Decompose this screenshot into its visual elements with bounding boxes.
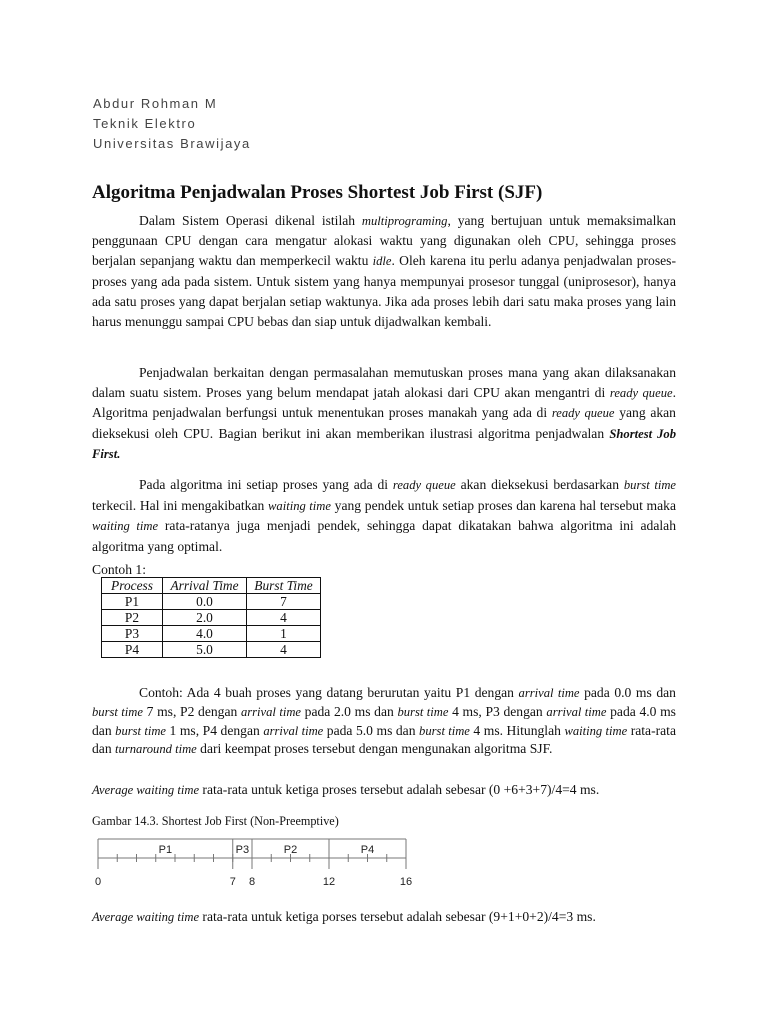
table-row (102, 626, 321, 642)
cell-burst: 4 (247, 642, 321, 658)
text: 7 ms, P2 dengan (142, 703, 241, 719)
cell-process: P3 (102, 626, 163, 642)
text: Contoh: Ada 4 buah proses yang datang berurutan yaitu P1 dengan (139, 685, 519, 700)
gantt-segment-label: P4 (360, 844, 375, 856)
italic-term: idle (372, 254, 392, 269)
text: rata-ratanya juga menjadi pendek, sehingga dapat dikatakan bahwa algoritma ini adalah algoritma yang optimal. (92, 518, 676, 554)
paragraph-sjf (92, 475, 676, 556)
cell-burst: 1 (247, 626, 321, 642)
author-department: Teknik Elektro (93, 116, 197, 131)
cell-process: P2 (102, 610, 163, 626)
header-arrival-time: Arrival Time (163, 578, 247, 594)
gantt-segment-label: P3 (235, 844, 250, 856)
text: , yang bertujuan untuk memaksimalkan penggunaan CPU dengan cara mengatur alokasi waktu yang digunakan oleh CPU, sehingga proses berjalan sepanjang waktu dan memperkecil waktu (92, 213, 676, 269)
paragraph-example (92, 684, 676, 759)
table-row (102, 610, 321, 626)
cell-arrival: 2.0 (163, 610, 247, 626)
average-waiting-time-1 (92, 780, 692, 800)
italic-term: waiting time (268, 498, 331, 513)
italic-term: burst time (397, 704, 449, 719)
gantt-tick-label: 16 (399, 876, 413, 888)
text: pada 0.0 ms dan (579, 685, 676, 700)
italic-term: arrival time (546, 704, 607, 719)
table-row (102, 642, 321, 658)
italic-term: Average waiting time (92, 910, 200, 924)
gantt-tick-label: 12 (322, 876, 336, 888)
gantt-tick-label: 0 (94, 876, 102, 888)
italic-term: burst time (115, 723, 167, 738)
author-name: Abdur Rohman M (93, 96, 218, 111)
document-title: Algoritma Penjadwalan Proses Shortest Job First (SJF) (92, 182, 543, 203)
gantt-tick-label: 8 (248, 876, 256, 888)
text: rata-rata untuk ketiga porses tersebut adalah sebesar (9+1+0+2)/4=3 ms. (199, 909, 596, 924)
text: yang akan dieksekusi oleh CPU. Bagian berikut ini akan memberikan ilustrasi algoritma penjadwalan (92, 405, 676, 441)
text: pada 4.0 ms dan (92, 703, 676, 738)
text: dari keempat proses tersebut dengan mengunakan algoritma SJF. (196, 741, 553, 757)
gantt-chart (90, 835, 430, 891)
cell-process: P1 (102, 594, 163, 610)
bold-term: Shortest Job First. (92, 426, 677, 461)
header-process: Process (102, 578, 163, 594)
paragraph-intro (92, 211, 676, 332)
italic-term: ready queue (609, 386, 673, 401)
text: 1 ms, P4 dengan (166, 722, 264, 738)
italic-term: multiprograming (361, 214, 448, 228)
cell-burst: 4 (247, 610, 321, 626)
text: 4 ms, P3 dengan (448, 703, 547, 719)
italic-term: arrival time (240, 704, 302, 719)
italic-term: waiting time (564, 723, 628, 738)
table-row (102, 594, 321, 610)
italic-term: ready queue (551, 406, 615, 421)
author-university: Universitas Brawijaya (93, 136, 251, 151)
text: Dalam Sistem Operasi dikenal istilah (139, 213, 362, 228)
cell-arrival: 0.0 (163, 594, 247, 610)
italic-term: burst time (623, 478, 677, 492)
italic-term: arrival time (518, 686, 580, 700)
cell-burst: 7 (247, 594, 321, 610)
example-label: Contoh 1: (92, 562, 147, 577)
process-table (101, 577, 321, 658)
header-burst-time: Burst Time (247, 578, 321, 594)
gantt-segment-label: P2 (283, 844, 298, 856)
cell-arrival: 5.0 (163, 642, 247, 658)
text: yang pendek untuk setiap proses dan karena hal tersebut maka (330, 497, 676, 513)
author-block (93, 94, 251, 154)
italic-term: Average waiting time (92, 783, 200, 797)
italic-term: burst time (92, 704, 143, 719)
italic-term: ready queue (392, 478, 456, 492)
text: pada 2.0 ms dan (301, 703, 398, 719)
figure-caption: Gambar 14.3. Shortest Job First (Non-Preemptive) (92, 814, 339, 828)
text: Pada algoritma ini setiap proses yang ada di (139, 477, 393, 492)
text: . Oleh karena itu perlu adanya penjadwalan proses-proses yang ada pada sistem. Untuk sistem yang hanya mempunyai prosesor tunggal (uniprosesor), hanya ada satu proses yang dapat berjalan setiap waktunya. Jika ada proses lebih dari satu maka proses yang lain harus menunggu sampai CPU bebas dan siap untuk dijadwalkan kembali. (92, 253, 676, 330)
italic-term: turnaround time (115, 742, 197, 757)
text: akan dieksekusi berdasarkan (455, 477, 624, 492)
gantt-segment-label: P1 (158, 844, 173, 856)
cell-arrival: 4.0 (163, 626, 247, 642)
gantt-layer (95, 839, 412, 888)
text: Penjadwalan berkaitan dengan permasalahan memutuskan proses mana yang akan dilaksanakan dalam suatu sistem. Proses yang belum mendapat jatah alokasi dari CPU akan mengantri di (92, 365, 676, 401)
text: 4 ms. Hitunglah (469, 722, 565, 738)
average-waiting-time-2 (92, 907, 692, 927)
paragraph-scheduling (92, 363, 676, 464)
text: rata-rata untuk ketiga proses tersebut adalah sebesar (0 +6+3+7)/4=4 ms. (199, 782, 600, 797)
gantt-tick-label: 7 (229, 876, 236, 888)
italic-term: arrival time (263, 723, 324, 738)
text: terkecil. Hal ini mengakibatkan (92, 497, 268, 513)
italic-term: waiting time (92, 519, 159, 533)
text: pada 5.0 ms dan (323, 722, 420, 738)
text: rata-rata dan (92, 722, 676, 757)
table-header-row (102, 578, 321, 594)
text: . Algoritma penjadwalan berfungsi untuk menentukan proses manakah yang ada di (92, 385, 676, 421)
cell-process: P4 (102, 642, 163, 658)
italic-term: burst time (419, 723, 470, 738)
